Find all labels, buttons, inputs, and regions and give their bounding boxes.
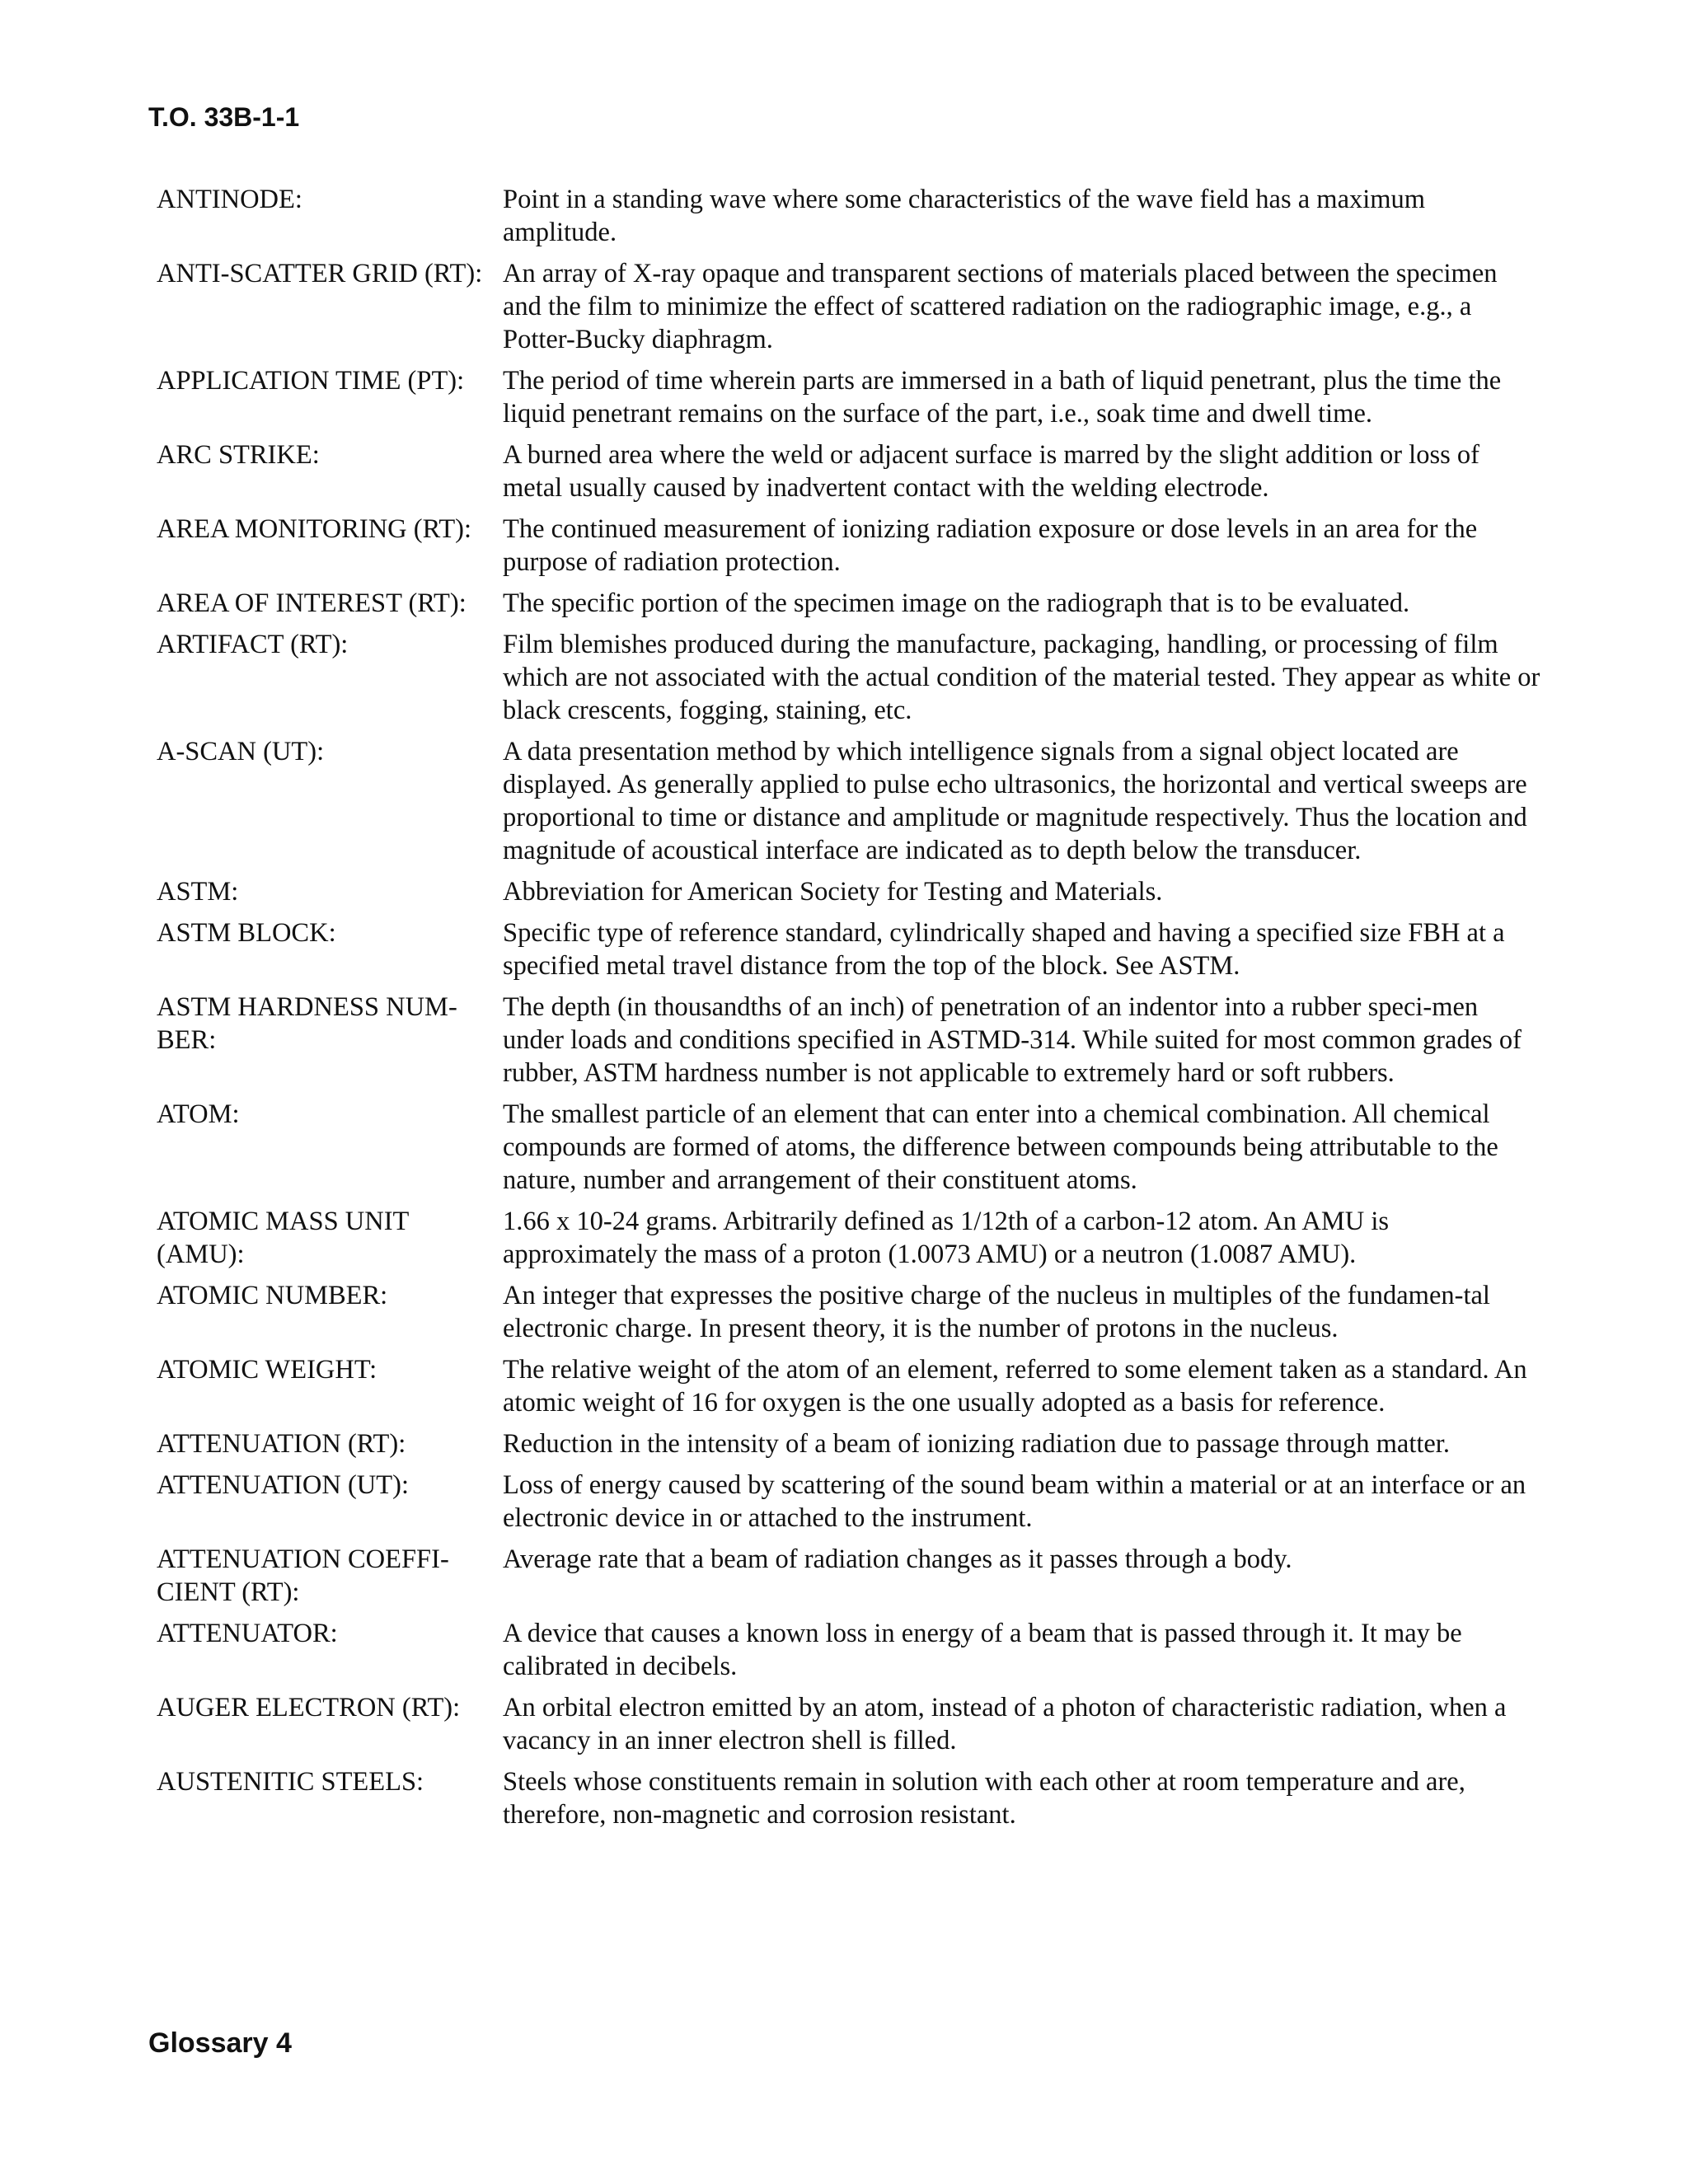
- glossary-definition: Specific type of reference standard, cylindrically shaped and having a specified size FBH at a specified metal travel distance from the top of the block. See ASTM.: [503, 918, 1505, 981]
- glossary-definition: The continued measurement of ionizing radiation exposure or dose levels in an area for the purpose of radiation protection.: [503, 514, 1478, 577]
- glossary-term: AREA MONITORING (RT):: [157, 514, 472, 544]
- glossary-definition: An array of X-ray opaque and transparent sections of materials placed between the specimen and the film to minimize the effect of scattered radiation on the radiographic image, e.g., a Potter-Bucky diaphragm.: [503, 259, 1498, 354]
- glossary-entry: [157, 1353, 1541, 1419]
- glossary-entry: [157, 1205, 1541, 1271]
- glossary-term: ATTENUATOR:: [157, 1619, 338, 1648]
- glossary-definition: A device that causes a known loss in energy of a beam that is passed through it. It may be calibrated in decibels.: [503, 1619, 1462, 1681]
- glossary-entry: [157, 438, 1541, 504]
- glossary-entry: [157, 1617, 1541, 1683]
- glossary-entry: [157, 1691, 1541, 1757]
- glossary-definition: 1.66 x 10-24 grams. Arbitrarily defined as 1/12th of a carbon-12 atom. An AMU is approximately the mass of a proton (1.0073 AMU) or a neutron (1.0087 AMU).: [503, 1207, 1390, 1269]
- glossary-definition: A data presentation method by which intelligence signals from a signal object located are displayed. As generally applied to pulse echo ultrasonics, the horizontal and vertical sweeps are proportional to time or distance and amplitude or magnitude respectively. Thus the location and magnitude of acoustical interface are indicated as to depth below the transducer.: [503, 737, 1527, 865]
- glossary-entry: [157, 916, 1541, 982]
- glossary-entry: [157, 1279, 1541, 1345]
- glossary-definition: Steels whose constituents remain in solution with each other at room temperature and are, therefore, non-magnetic and corrosion resistant.: [503, 1767, 1465, 1830]
- glossary-entry: [157, 513, 1541, 579]
- glossary-term: ASTM BLOCK:: [157, 918, 336, 948]
- glossary-definition: Reduction in the intensity of a beam of ionizing radiation due to passage through matter.: [503, 1429, 1450, 1459]
- glossary-term: ANTINODE:: [157, 185, 302, 214]
- glossary-entry: [157, 183, 1541, 249]
- glossary-definition: A burned area where the weld or adjacent surface is marred by the slight addition or loss of metal usually caused by inadvertent contact with the welding electrode.: [503, 440, 1479, 503]
- page-number-footer: Glossary 4: [148, 2027, 292, 2059]
- glossary-term: ATTENUATION (RT):: [157, 1429, 406, 1459]
- glossary-entry: [157, 991, 1541, 1090]
- glossary-term: ARC STRIKE:: [157, 440, 320, 470]
- glossary-definition: Film blemishes produced during the manufacture, packaging, handling, or processing of film which are not associated with the actual condition of the material tested. They appear as white or black crescents, fogging, staining, etc.: [503, 630, 1540, 725]
- glossary-term: ASTM:: [157, 877, 239, 907]
- glossary-term: APPLICATION TIME (PT):: [157, 366, 465, 396]
- glossary-term: ATOMIC WEIGHT:: [157, 1355, 377, 1385]
- glossary-term: ATTENUATION COEFFI-CIENT (RT):: [157, 1544, 449, 1607]
- glossary-entry: [157, 1765, 1541, 1831]
- glossary-term: ATTENUATION (UT):: [157, 1470, 409, 1500]
- glossary-entry: [157, 1427, 1541, 1460]
- glossary-definition: The period of time wherein parts are immersed in a bath of liquid penetrant, plus the time the liquid penetrant remains on the surface of the part, i.e., soak time and dwell time.: [503, 366, 1502, 429]
- glossary-term: AUSTENITIC STEELS:: [157, 1767, 424, 1797]
- glossary-definition: An integer that expresses the positive charge of the nucleus in multiples of the fundamen-tal electronic charge. In present theory, it is the number of protons in the nucleus.: [503, 1281, 1490, 1343]
- glossary-term: A-SCAN (UT):: [157, 737, 325, 766]
- glossary-term: ATOMIC NUMBER:: [157, 1281, 388, 1310]
- document-number-header: T.O. 33B-1-1: [148, 102, 300, 132]
- glossary-entry: [157, 875, 1541, 908]
- glossary-term: ATOM:: [157, 1099, 240, 1129]
- glossary-entry: [157, 1098, 1541, 1197]
- glossary-term: ANTI-SCATTER GRID (RT):: [157, 259, 483, 288]
- glossary-entry: [157, 364, 1541, 430]
- glossary-term: ARTIFACT (RT):: [157, 630, 349, 659]
- glossary-entry: [157, 1543, 1541, 1609]
- glossary-list: [157, 183, 1541, 1840]
- glossary-definition: Abbreviation for American Society for Testing and Materials.: [503, 877, 1163, 907]
- glossary-definition: Loss of energy caused by scattering of the sound beam within a material or at an interface or an electronic device in or attached to the instrument.: [503, 1470, 1526, 1533]
- glossary-term: ATOMIC MASS UNIT (AMU):: [157, 1207, 409, 1269]
- glossary-definition: The relative weight of the atom of an element, referred to some element taken as a standard. An atomic weight of 16 for oxygen is the one usually adopted as a basis for reference.: [503, 1355, 1527, 1418]
- glossary-entry: [157, 1469, 1541, 1535]
- glossary-definition: The smallest particle of an element that can enter into a chemical combination. All chemical compounds are formed of atoms, the difference between compounds being attributable to the nature, number and arrangement of their constituent atoms.: [503, 1099, 1498, 1195]
- glossary-entry: [157, 735, 1541, 867]
- glossary-term: AUGER ELECTRON (RT):: [157, 1693, 461, 1722]
- glossary-definition: The specific portion of the specimen image on the radiograph that is to be evaluated.: [503, 588, 1410, 618]
- glossary-term: ASTM HARDNESS NUM-BER:: [157, 992, 457, 1055]
- glossary-entry: [157, 257, 1541, 356]
- glossary-definition: Point in a standing wave where some characteristics of the wave field has a maximum amplitude.: [503, 185, 1426, 247]
- glossary-entry: [157, 587, 1541, 620]
- glossary-entry: [157, 628, 1541, 727]
- glossary-definition: Average rate that a beam of radiation changes as it passes through a body.: [503, 1544, 1292, 1574]
- glossary-definition: An orbital electron emitted by an atom, instead of a photon of characteristic radiation, when a vacancy in an inner electron shell is filled.: [503, 1693, 1507, 1755]
- glossary-term: AREA OF INTEREST (RT):: [157, 588, 467, 618]
- glossary-definition: The depth (in thousandths of an inch) of penetration of an indentor into a rubber speci-men under loads and conditions specified in ASTMD-314. While suited for most common grades of rubber, ASTM hardness number is not applicable to extremely hard or soft rubbers.: [503, 992, 1522, 1088]
